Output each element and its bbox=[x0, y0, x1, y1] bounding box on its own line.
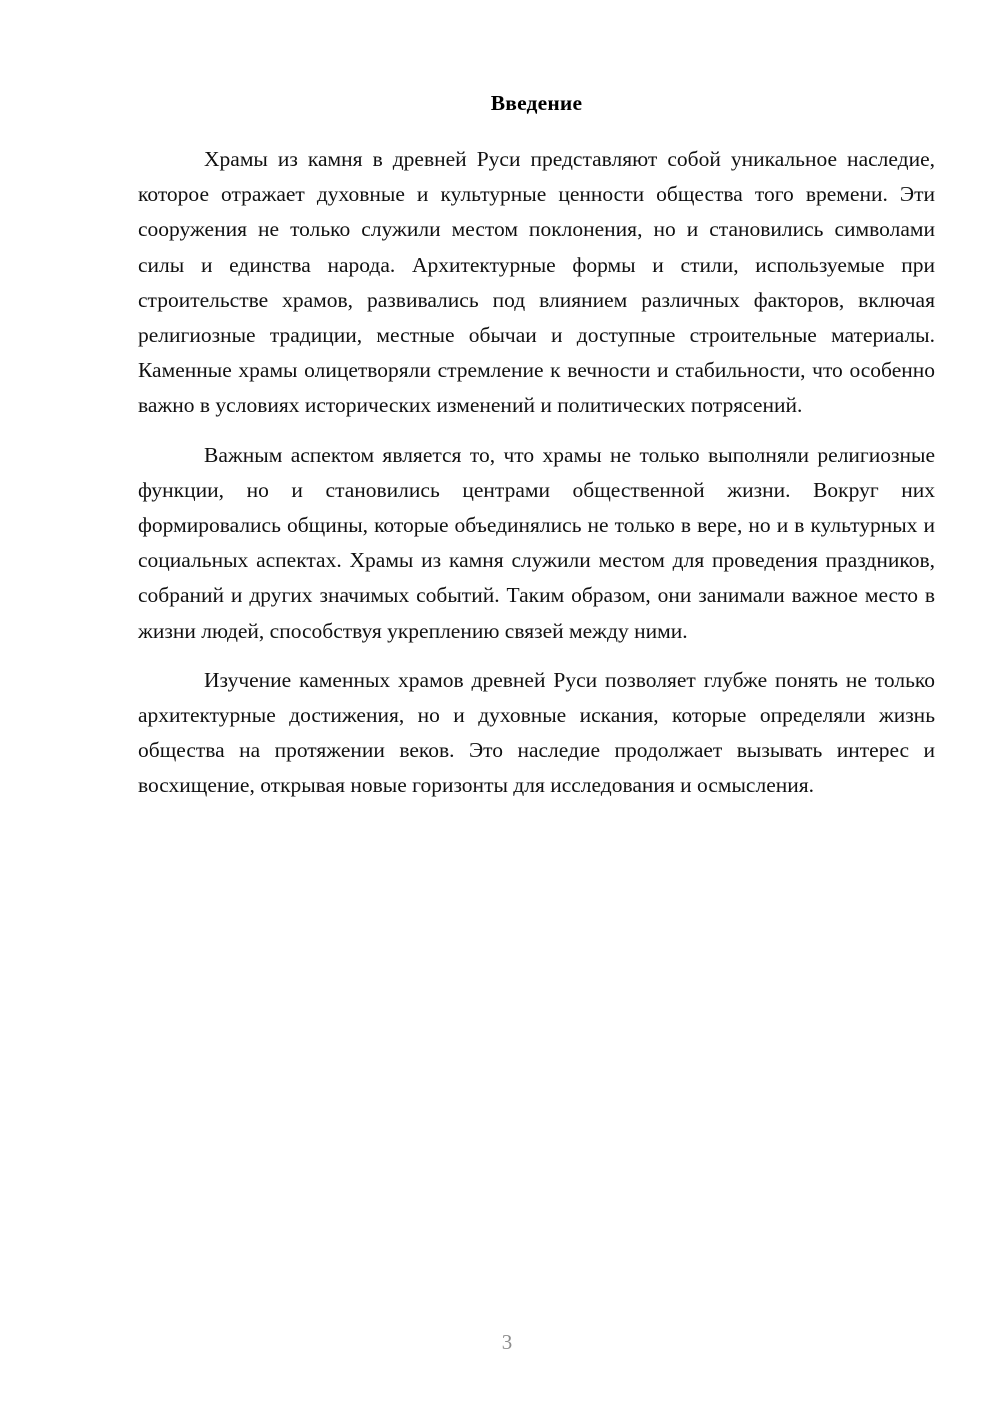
body-paragraph-1: Храмы из камня в древней Руси представляют собой уникальное наследие, которое отражает духовные и культурные ценности общества того времени. Эти сооружения не только служили местом поклонения, но и становились символами силы и единства народа. Архитектурные формы и стили, используемые при строительстве храмов, развивались под влиянием различных факторов, включая религиозные традиции, местные обычаи и доступные строительные материалы. Каменные храмы олицетворяли стремление к вечности и стабильности, что особенно важно в условиях исторических изменений и политических потрясений. bbox=[138, 147, 935, 418]
page-number: 3 bbox=[501, 1330, 513, 1354]
body-paragraph-3: Изучение каменных храмов древней Руси позволяет глубже понять не только архитектурные достижения, но и духовные искания, которые определяли жизнь общества на протяжении веков. Это наследие продолжает вызывать интерес и восхищение, открывая новые горизонты для исследования и осмысления. bbox=[138, 667, 935, 798]
page-title: Введение bbox=[490, 91, 583, 115]
body-paragraph-2: Важным аспектом является то, что храмы не только выполняли религиозные функции, но и становились центрами общественной жизни. Вокруг них формировались общины, которые объединялись не только в вере, но и в культурных и социальных аспектах. Храмы из камня служили местом для проведения праздников, собраний и других значимых событий. Таким образом, они занимали важное место в жизни людей, способствуя укреплению связей между ними. bbox=[138, 442, 935, 643]
document-text-block bbox=[138, 86, 935, 804]
